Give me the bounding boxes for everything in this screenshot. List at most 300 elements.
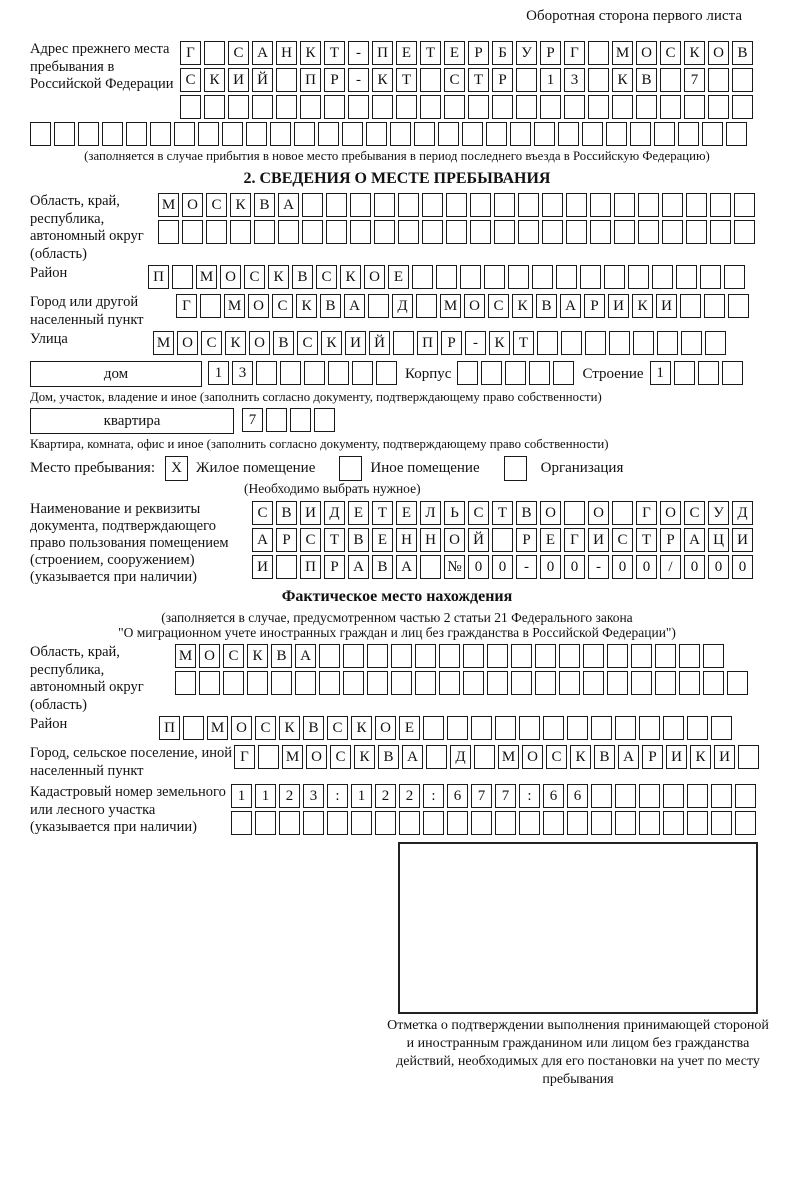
char-cell[interactable]	[543, 716, 564, 740]
char-cell[interactable]: А	[252, 528, 273, 552]
char-cell[interactable]: 2	[279, 784, 300, 808]
char-cell[interactable]	[175, 671, 196, 695]
char-cell[interactable]: М	[498, 745, 519, 769]
char-cell[interactable]	[591, 811, 612, 835]
char-cell[interactable]	[390, 122, 411, 146]
char-cell[interactable]	[540, 95, 561, 119]
char-cell[interactable]	[398, 193, 419, 217]
char-cell[interactable]: А	[618, 745, 639, 769]
char-cell[interactable]	[416, 294, 437, 318]
char-cell[interactable]	[674, 361, 695, 385]
char-cell[interactable]	[508, 265, 529, 289]
char-cell[interactable]	[722, 361, 743, 385]
char-cell[interactable]: С	[444, 68, 465, 92]
char-cell[interactable]: Н	[396, 528, 417, 552]
char-cell[interactable]	[505, 361, 526, 385]
char-cell[interactable]	[702, 122, 723, 146]
char-cell[interactable]: А	[560, 294, 581, 318]
char-cell[interactable]: В	[372, 555, 393, 579]
char-cell[interactable]	[474, 745, 495, 769]
char-cell[interactable]	[200, 294, 221, 318]
char-cell[interactable]: В	[378, 745, 399, 769]
char-cell[interactable]: С	[297, 331, 318, 355]
char-cell[interactable]: В	[254, 193, 275, 217]
char-cell[interactable]: 2	[375, 784, 396, 808]
char-cell[interactable]: -	[348, 68, 369, 92]
char-cell[interactable]	[223, 671, 244, 695]
char-cell[interactable]	[374, 193, 395, 217]
char-cell[interactable]: Б	[492, 41, 513, 65]
char-cell[interactable]: И	[300, 501, 321, 525]
char-cell[interactable]: Е	[396, 41, 417, 65]
char-cell[interactable]: Т	[468, 68, 489, 92]
char-cell[interactable]: С	[684, 501, 705, 525]
char-cell[interactable]	[606, 122, 627, 146]
char-cell[interactable]	[663, 811, 684, 835]
char-cell[interactable]	[607, 644, 628, 668]
char-cell[interactable]: В	[320, 294, 341, 318]
char-cell[interactable]	[150, 122, 171, 146]
char-cell[interactable]	[564, 95, 585, 119]
char-cell[interactable]	[566, 193, 587, 217]
char-cell[interactable]: К	[489, 331, 510, 355]
char-cell[interactable]: Е	[540, 528, 561, 552]
char-cell[interactable]	[628, 265, 649, 289]
char-cell[interactable]	[708, 68, 729, 92]
char-cell[interactable]: М	[282, 745, 303, 769]
char-cell[interactable]: А	[278, 193, 299, 217]
char-cell[interactable]: -	[588, 555, 609, 579]
char-cell[interactable]	[686, 220, 707, 244]
char-cell[interactable]	[228, 95, 249, 119]
char-cell[interactable]	[246, 122, 267, 146]
char-cell[interactable]	[174, 122, 195, 146]
char-cell[interactable]: В	[273, 331, 294, 355]
char-cell[interactable]	[463, 644, 484, 668]
char-cell[interactable]	[422, 193, 443, 217]
char-cell[interactable]: О	[231, 716, 252, 740]
char-cell[interactable]	[510, 122, 531, 146]
char-cell[interactable]: Р	[492, 68, 513, 92]
char-cell[interactable]	[276, 68, 297, 92]
char-cell[interactable]	[710, 193, 731, 217]
char-cell[interactable]	[439, 644, 460, 668]
char-cell[interactable]: О	[522, 745, 543, 769]
char-cell[interactable]	[319, 644, 340, 668]
char-cell[interactable]	[457, 361, 478, 385]
char-cell[interactable]	[415, 644, 436, 668]
char-cell[interactable]	[415, 671, 436, 695]
char-cell[interactable]	[446, 220, 467, 244]
char-cell[interactable]	[276, 95, 297, 119]
char-cell[interactable]: С	[228, 41, 249, 65]
char-cell[interactable]: Т	[324, 528, 345, 552]
char-cell[interactable]	[222, 122, 243, 146]
char-cell[interactable]	[412, 265, 433, 289]
char-cell[interactable]	[460, 265, 481, 289]
char-cell[interactable]	[535, 644, 556, 668]
char-cell[interactable]	[518, 193, 539, 217]
char-cell[interactable]: И	[666, 745, 687, 769]
char-cell[interactable]	[470, 193, 491, 217]
checkbox-zhiloe[interactable]	[165, 456, 188, 481]
char-cell[interactable]: В	[348, 528, 369, 552]
char-cell[interactable]	[657, 331, 678, 355]
char-cell[interactable]	[639, 716, 660, 740]
char-cell[interactable]	[604, 265, 625, 289]
char-cell[interactable]: И	[228, 68, 249, 92]
char-cell[interactable]: 0	[684, 555, 705, 579]
char-cell[interactable]: А	[344, 294, 365, 318]
char-cell[interactable]	[591, 716, 612, 740]
char-cell[interactable]	[559, 644, 580, 668]
char-cell[interactable]: О	[375, 716, 396, 740]
char-cell[interactable]: В	[303, 716, 324, 740]
char-cell[interactable]	[439, 671, 460, 695]
char-cell[interactable]: Р	[468, 41, 489, 65]
char-cell[interactable]: В	[516, 501, 537, 525]
char-cell[interactable]: Д	[324, 501, 345, 525]
char-cell[interactable]: Е	[388, 265, 409, 289]
char-cell[interactable]	[615, 811, 636, 835]
char-cell[interactable]	[728, 294, 749, 318]
char-cell[interactable]	[391, 671, 412, 695]
char-cell[interactable]	[687, 784, 708, 808]
char-cell[interactable]	[631, 671, 652, 695]
char-cell[interactable]: Р	[324, 68, 345, 92]
char-cell[interactable]: К	[300, 41, 321, 65]
char-cell[interactable]	[399, 811, 420, 835]
char-cell[interactable]: 7	[684, 68, 705, 92]
char-cell[interactable]	[612, 501, 633, 525]
char-cell[interactable]: И	[732, 528, 753, 552]
char-cell[interactable]: Е	[396, 501, 417, 525]
char-cell[interactable]	[294, 122, 315, 146]
char-cell[interactable]: В	[271, 644, 292, 668]
char-cell[interactable]: С	[223, 644, 244, 668]
char-cell[interactable]	[350, 220, 371, 244]
char-cell[interactable]	[126, 122, 147, 146]
char-cell[interactable]: М	[207, 716, 228, 740]
char-cell[interactable]: К	[340, 265, 361, 289]
char-cell[interactable]	[230, 220, 251, 244]
char-cell[interactable]: Р	[516, 528, 537, 552]
char-cell[interactable]	[468, 95, 489, 119]
char-cell[interactable]	[636, 95, 657, 119]
char-cell[interactable]	[470, 220, 491, 244]
char-cell[interactable]: С	[468, 501, 489, 525]
char-cell[interactable]	[256, 361, 277, 385]
char-cell[interactable]: А	[684, 528, 705, 552]
char-cell[interactable]: П	[417, 331, 438, 355]
char-cell[interactable]	[492, 95, 513, 119]
char-cell[interactable]: С	[612, 528, 633, 552]
char-cell[interactable]	[252, 95, 273, 119]
char-cell[interactable]	[732, 68, 753, 92]
char-cell[interactable]	[350, 193, 371, 217]
char-cell[interactable]	[700, 265, 721, 289]
char-cell[interactable]	[732, 95, 753, 119]
char-cell[interactable]	[487, 671, 508, 695]
char-cell[interactable]: Р	[660, 528, 681, 552]
char-cell[interactable]	[638, 193, 659, 217]
char-cell[interactable]	[447, 811, 468, 835]
char-cell[interactable]	[300, 95, 321, 119]
char-cell[interactable]: О	[306, 745, 327, 769]
char-cell[interactable]: О	[708, 41, 729, 65]
char-cell[interactable]	[231, 811, 252, 835]
char-cell[interactable]: С	[206, 193, 227, 217]
char-cell[interactable]: 1	[351, 784, 372, 808]
char-cell[interactable]	[278, 220, 299, 244]
char-cell[interactable]: М	[224, 294, 245, 318]
char-cell[interactable]	[422, 220, 443, 244]
checkbox-org[interactable]	[504, 456, 527, 481]
char-cell[interactable]: С	[546, 745, 567, 769]
char-cell[interactable]	[471, 716, 492, 740]
char-cell[interactable]: 7	[495, 784, 516, 808]
char-cell[interactable]: Т	[372, 501, 393, 525]
char-cell[interactable]: П	[372, 41, 393, 65]
char-cell[interactable]	[614, 193, 635, 217]
char-cell[interactable]	[182, 220, 203, 244]
char-cell[interactable]: В	[292, 265, 313, 289]
char-cell[interactable]	[655, 644, 676, 668]
char-cell[interactable]: И	[608, 294, 629, 318]
char-cell[interactable]	[679, 671, 700, 695]
char-cell[interactable]	[687, 716, 708, 740]
char-cell[interactable]: П	[148, 265, 169, 289]
char-cell[interactable]: К	[351, 716, 372, 740]
char-cell[interactable]: Ц	[708, 528, 729, 552]
char-cell[interactable]: Р	[642, 745, 663, 769]
char-cell[interactable]: К	[372, 68, 393, 92]
char-cell[interactable]: Г	[636, 501, 657, 525]
char-cell[interactable]	[446, 193, 467, 217]
char-cell[interactable]: Р	[584, 294, 605, 318]
char-cell[interactable]	[484, 265, 505, 289]
char-cell[interactable]	[704, 294, 725, 318]
char-cell[interactable]	[726, 122, 747, 146]
char-cell[interactable]	[534, 122, 555, 146]
char-cell[interactable]: М	[158, 193, 179, 217]
char-cell[interactable]	[609, 331, 630, 355]
char-cell[interactable]	[319, 671, 340, 695]
char-cell[interactable]: Р	[441, 331, 462, 355]
char-cell[interactable]: 0	[468, 555, 489, 579]
char-cell[interactable]	[271, 671, 292, 695]
char-cell[interactable]	[172, 265, 193, 289]
char-cell[interactable]	[368, 294, 389, 318]
char-cell[interactable]: Й	[468, 528, 489, 552]
char-cell[interactable]: О	[588, 501, 609, 525]
char-cell[interactable]: А	[252, 41, 273, 65]
char-cell[interactable]	[183, 716, 204, 740]
char-cell[interactable]: И	[588, 528, 609, 552]
char-cell[interactable]	[652, 265, 673, 289]
char-cell[interactable]: И	[714, 745, 735, 769]
char-cell[interactable]	[727, 671, 748, 695]
char-cell[interactable]	[486, 122, 507, 146]
char-cell[interactable]: Й	[369, 331, 390, 355]
char-cell[interactable]	[295, 671, 316, 695]
char-cell[interactable]	[542, 220, 563, 244]
char-cell[interactable]: И	[345, 331, 366, 355]
char-cell[interactable]: А	[295, 644, 316, 668]
checkbox-inoe[interactable]	[339, 456, 362, 481]
char-cell[interactable]: С	[180, 68, 201, 92]
char-cell[interactable]: М	[440, 294, 461, 318]
char-cell[interactable]	[516, 95, 537, 119]
char-cell[interactable]: К	[247, 644, 268, 668]
char-cell[interactable]: О	[248, 294, 269, 318]
char-cell[interactable]: В	[732, 41, 753, 65]
char-cell[interactable]: 7	[471, 784, 492, 808]
char-cell[interactable]	[724, 265, 745, 289]
char-cell[interactable]: Т	[420, 41, 441, 65]
char-cell[interactable]	[615, 784, 636, 808]
char-cell[interactable]: С	[252, 501, 273, 525]
char-cell[interactable]	[542, 193, 563, 217]
char-cell[interactable]: О	[182, 193, 203, 217]
char-cell[interactable]	[78, 122, 99, 146]
char-cell[interactable]: К	[279, 716, 300, 740]
char-cell[interactable]: 0	[540, 555, 561, 579]
char-cell[interactable]	[660, 95, 681, 119]
char-cell[interactable]	[564, 501, 585, 525]
char-cell[interactable]	[206, 220, 227, 244]
char-cell[interactable]: А	[402, 745, 423, 769]
char-cell[interactable]	[703, 671, 724, 695]
char-cell[interactable]	[511, 671, 532, 695]
char-cell[interactable]	[738, 745, 759, 769]
char-cell[interactable]	[423, 811, 444, 835]
char-cell[interactable]: 3	[303, 784, 324, 808]
char-cell[interactable]	[710, 220, 731, 244]
char-cell[interactable]	[280, 361, 301, 385]
char-cell[interactable]	[686, 193, 707, 217]
char-cell[interactable]: С	[316, 265, 337, 289]
char-cell[interactable]	[492, 528, 513, 552]
char-cell[interactable]: И	[252, 555, 273, 579]
char-cell[interactable]	[583, 644, 604, 668]
char-cell[interactable]	[426, 745, 447, 769]
char-cell[interactable]: М	[612, 41, 633, 65]
char-cell[interactable]	[585, 331, 606, 355]
char-cell[interactable]	[614, 220, 635, 244]
char-cell[interactable]: П	[300, 68, 321, 92]
char-cell[interactable]: С	[660, 41, 681, 65]
char-cell[interactable]	[326, 220, 347, 244]
char-cell[interactable]	[660, 68, 681, 92]
char-cell[interactable]: О	[364, 265, 385, 289]
char-cell[interactable]	[567, 811, 588, 835]
char-cell[interactable]: -	[348, 41, 369, 65]
char-cell[interactable]	[436, 265, 457, 289]
char-cell[interactable]	[372, 95, 393, 119]
char-cell[interactable]	[590, 193, 611, 217]
char-cell[interactable]	[553, 361, 574, 385]
char-cell[interactable]: Й	[252, 68, 273, 92]
char-cell[interactable]	[708, 95, 729, 119]
char-cell[interactable]: Г	[176, 294, 197, 318]
char-cell[interactable]: Н	[420, 528, 441, 552]
char-cell[interactable]: К	[570, 745, 591, 769]
char-cell[interactable]: К	[230, 193, 251, 217]
char-cell[interactable]	[270, 122, 291, 146]
char-cell[interactable]	[266, 408, 287, 432]
char-cell[interactable]: О	[636, 41, 657, 65]
char-cell[interactable]: О	[220, 265, 241, 289]
char-cell[interactable]	[420, 95, 441, 119]
char-cell[interactable]: Т	[636, 528, 657, 552]
char-cell[interactable]: 1	[650, 361, 671, 385]
char-cell[interactable]	[494, 193, 515, 217]
char-cell[interactable]: 0	[708, 555, 729, 579]
char-cell[interactable]: О	[249, 331, 270, 355]
char-cell[interactable]	[420, 68, 441, 92]
char-cell[interactable]	[342, 122, 363, 146]
char-cell[interactable]	[590, 220, 611, 244]
char-cell[interactable]: С	[201, 331, 222, 355]
char-cell[interactable]	[612, 95, 633, 119]
char-cell[interactable]	[327, 811, 348, 835]
char-cell[interactable]	[529, 361, 550, 385]
char-cell[interactable]: И	[656, 294, 677, 318]
char-cell[interactable]: К	[225, 331, 246, 355]
char-cell[interactable]	[711, 784, 732, 808]
char-cell[interactable]: Т	[324, 41, 345, 65]
char-cell[interactable]	[662, 193, 683, 217]
char-cell[interactable]	[204, 41, 225, 65]
char-cell[interactable]	[519, 716, 540, 740]
char-cell[interactable]	[559, 671, 580, 695]
char-cell[interactable]: О	[464, 294, 485, 318]
char-cell[interactable]	[255, 811, 276, 835]
char-cell[interactable]	[302, 220, 323, 244]
char-cell[interactable]: 1	[255, 784, 276, 808]
char-cell[interactable]	[204, 95, 225, 119]
char-cell[interactable]: 3	[232, 361, 253, 385]
char-cell[interactable]	[343, 671, 364, 695]
char-cell[interactable]	[438, 122, 459, 146]
char-cell[interactable]	[582, 122, 603, 146]
char-cell[interactable]	[314, 408, 335, 432]
char-cell[interactable]	[487, 644, 508, 668]
char-cell[interactable]	[735, 811, 756, 835]
char-cell[interactable]	[30, 122, 51, 146]
char-cell[interactable]: О	[444, 528, 465, 552]
char-cell[interactable]	[537, 331, 558, 355]
char-cell[interactable]: :	[327, 784, 348, 808]
char-cell[interactable]: М	[153, 331, 174, 355]
char-cell[interactable]: 0	[564, 555, 585, 579]
char-cell[interactable]: Г	[180, 41, 201, 65]
char-cell[interactable]	[516, 68, 537, 92]
char-cell[interactable]	[444, 95, 465, 119]
char-cell[interactable]	[638, 220, 659, 244]
char-cell[interactable]	[328, 361, 349, 385]
char-cell[interactable]	[678, 122, 699, 146]
char-cell[interactable]: С	[272, 294, 293, 318]
char-cell[interactable]	[423, 716, 444, 740]
char-cell[interactable]	[566, 220, 587, 244]
char-cell[interactable]: Г	[564, 528, 585, 552]
char-cell[interactable]	[303, 811, 324, 835]
char-cell[interactable]	[54, 122, 75, 146]
char-cell[interactable]: О	[199, 644, 220, 668]
char-cell[interactable]: С	[255, 716, 276, 740]
